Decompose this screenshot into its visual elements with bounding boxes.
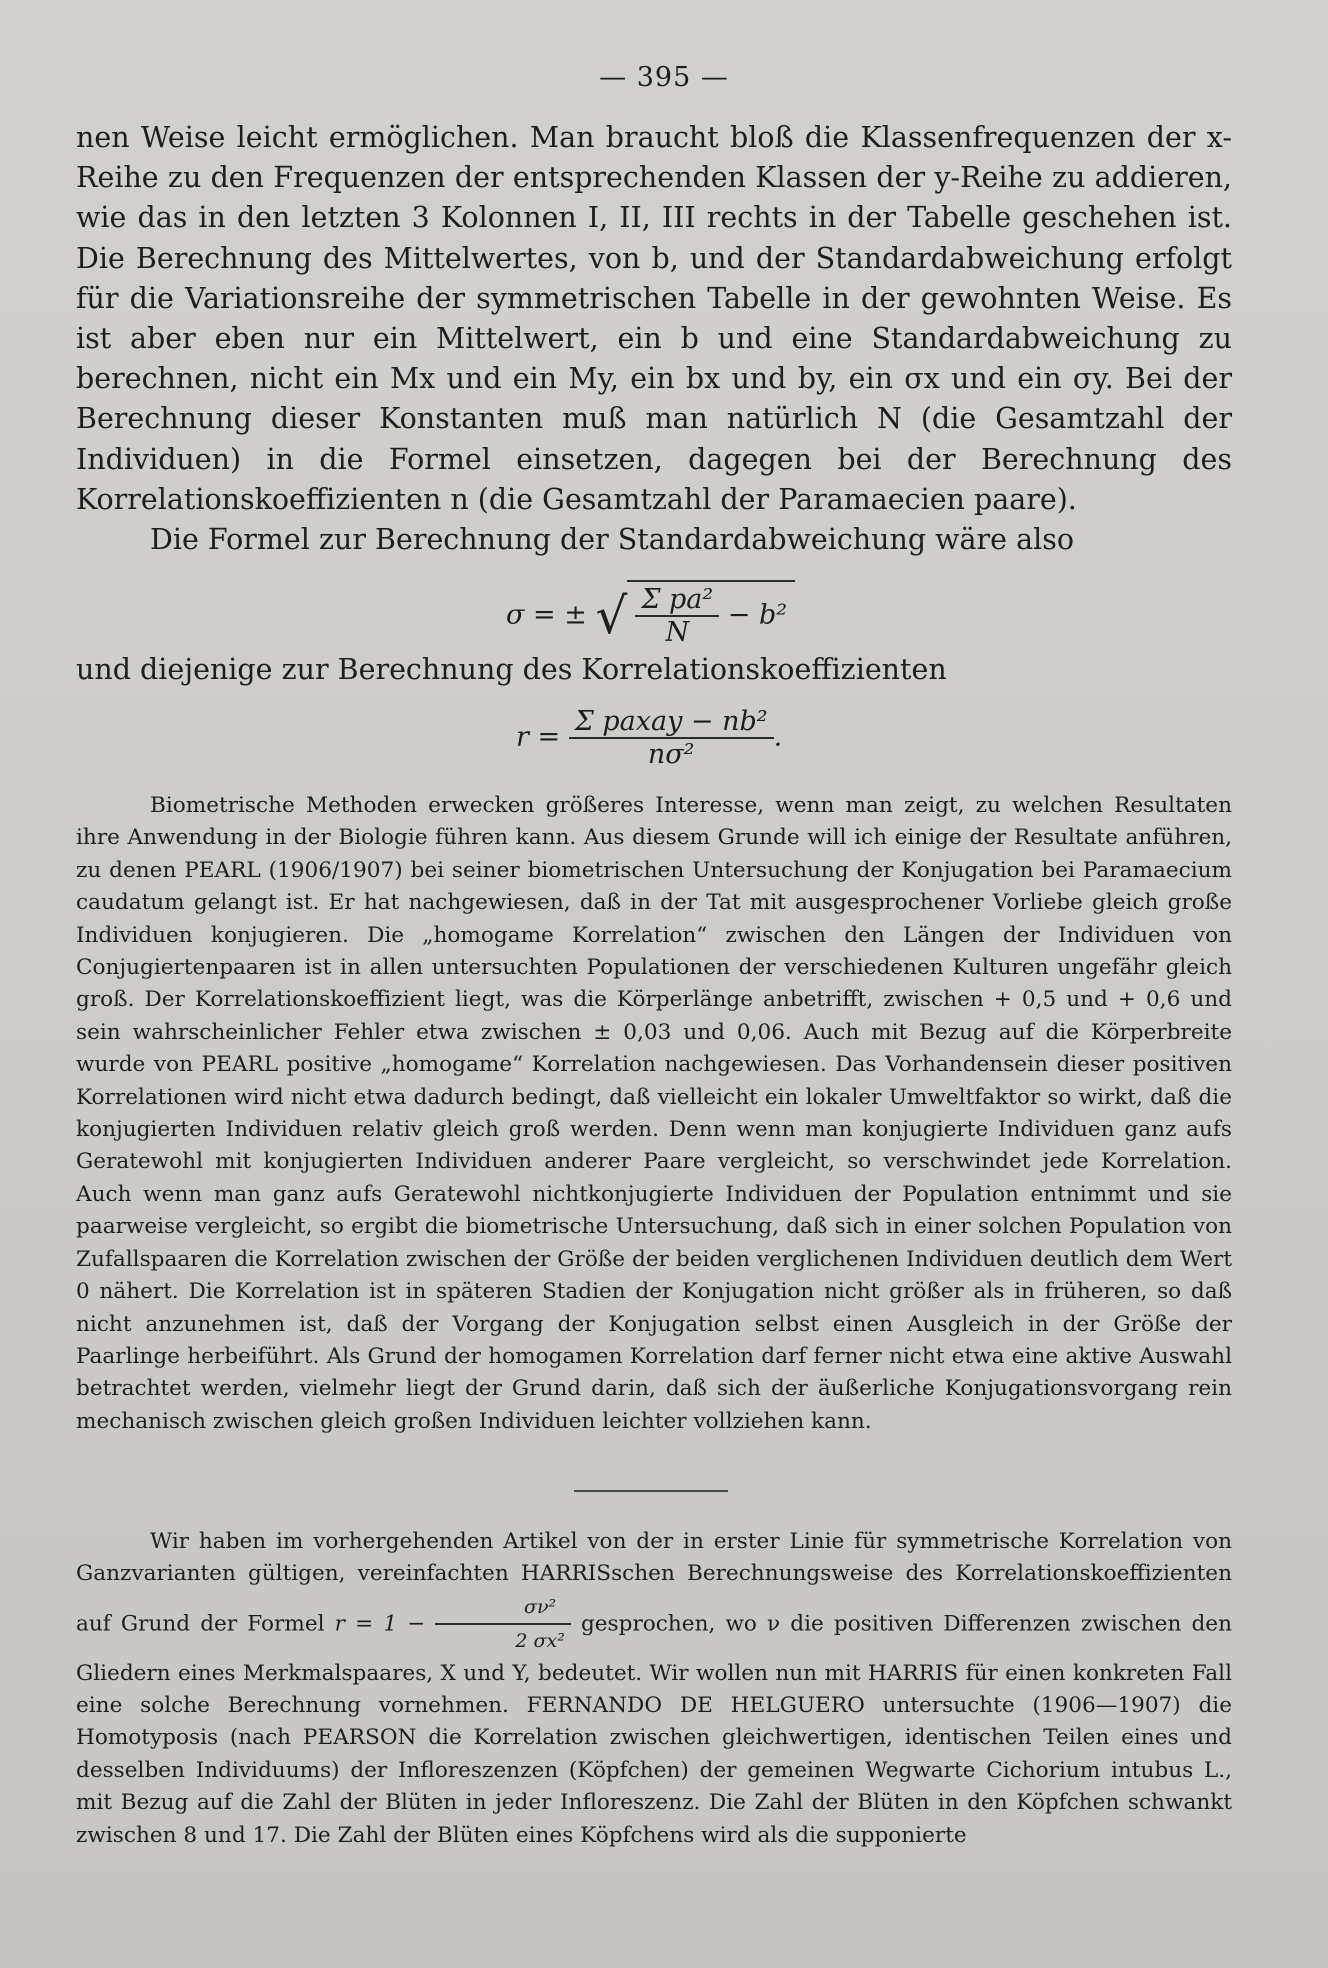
page-number: — 395 — (599, 62, 729, 93)
formula-correlation (516, 706, 782, 770)
formula-1-tail: − b² (727, 599, 788, 631)
section-divider (574, 1490, 728, 1492)
formula-3-lhs-visible: r = 1 − (334, 1611, 436, 1637)
formula-1-denominator: N (635, 615, 719, 648)
paragraph-1-text: nen Weise leicht ermöglichen. Man braucht bloß die Klassenfrequenzen der x-Reihe zu den Frequenzen der entsprechenden Klassen der y-Reihe zu addieren, wie das in den letzten 3 Kolonnen I, II, III rechts in der Tabelle geschehen ist. Die Berechnung des Mittelwertes, von b, und der Standardabweichung erfolgt für die Variationsreihe der symmetrischen Tabelle in der gewohnten Weise. Es ist aber eben nur ein Mittelwert, ein b und eine Standardabweichung zu berechnen, nicht ein Mx und ein My, ein bx und by, ein σx und ein σy. Bei der Berechnung dieser Konstanten muß man natürlich N (die Gesamtzahl der Individuen) in die Formel einsetzen, dagegen bei der Berechnung des Korrelationskoeffizienten n (die Gesamtzahl der Paramaecien paare). (76, 121, 1232, 516)
formula-3-numerator: σν² (524, 1595, 557, 1618)
paragraph-5-text-a: Wir haben im vorhergehenden Artikel von der in erster Linie für symmetrische Korrelation von Ganzvarianten gültigen, vereinfachten HARRISschen Berechnungsweise des Korrelationskoeffizienten auf Grund der Formel (76, 1529, 1232, 1637)
paragraph-3-text: und diejenige zur Berechnung des Korrelationskoeffizienten (76, 653, 947, 686)
paragraph-2-text: Die Formel zur Berechnung der Standardabweichung wäre also (150, 523, 1074, 557)
formula-1-lhs: σ = ± (506, 599, 587, 631)
formula-2-numerator: Σ paxay − nb² (574, 706, 768, 737)
formula-2-tail: . (773, 721, 783, 753)
formula-2-lhs: r = (516, 721, 561, 753)
paragraph-1 (76, 118, 1232, 560)
formula-3-denominator: 2 σx² (435, 1623, 570, 1657)
paragraph-3 (76, 650, 1232, 690)
paragraph-4 (76, 790, 1232, 1438)
paragraph-5 (76, 1526, 1232, 1852)
paragraph-5-text-b: gesprochen, wo ν die positiven Differenzen zwischen den Gliedern eines Merkmalspaares, X und Y, bedeutet. Wir wollen nun mit HARRIS für einen konkreten Fall eine solche Berechnung vornehmen. FERNANDO DE HELGUERO untersuchte (1906—1907) die Homotyposis (nach PEARSON die Korrelation zwischen gleichwertigen, identischen Teilen eines und desselben Individuums) der Infloreszenzen (Köpfchen) der gemeinen Wegwarte Cichorium intubus L., mit Bezug auf die Zahl der Blüten in jeder Infloreszenz. Die Zahl der Blüten in den Köpfchen schwankt zwischen 8 und 17. Die Zahl der Blüten eines Köpfchens wird als die supponierte (76, 1611, 1232, 1848)
formula-1-numerator: Σ pa² (641, 584, 714, 615)
paragraph-4-text: Biometrische Methoden erwecken größeres Interesse, wenn man zeigt, zu welchen Resultaten ihre Anwendung in der Biologie führen kann. Aus diesem Grunde will ich einige der Resultate anführen, zu denen PEARL (1906/1907) bei seiner biometrischen Untersuchung der Konjugation bei Paramaecium caudatum gelangt ist. Er hat nachgewiesen, daß in der Tat mit ausgesprochener Vorliebe gleich große Individuen konjugieren. Die „homogame Korrelation“ zwischen den Längen der Individuen von Conjugiertenpaaren ist in allen untersuchten Populationen der verschiedenen Kulturen ungefähr gleich groß. Der Korrelationskoeffizient liegt, was die Körperlänge anbetrifft, zwischen + 0,5 und + 0,6 und sein wahrscheinlicher Fehler etwa zwischen ± 0,03 und 0,06. Auch mit Bezug auf die Körperbreite wurde von PEARL positive „homogame“ Korrelation nachgewiesen. Das Vorhandensein dieser positiven Korrelationen wird nicht etwa dadurch bedingt, daß vielleicht ein lokaler Umweltfaktor so wirkt, daß die konjugierten Individuen relativ gleich groß werden. Denn wenn man konjugierte Individuen ganz aufs Geratewohl mit konjugierten Individuen anderer Paare vergleicht, so verschwindet jede Korrelation. Auch wenn man ganz aufs Geratewohl nichtkonjugierte Individuen der Population entnimmt und sie paarweise vergleicht, so ergibt die biometrische Untersuchung, daß sich in einer solchen Population von Zufallspaaren die Korrelation zwischen der Größe der beiden verglichenen Individuen deutlich dem Wert 0 nähert. Die Korrelation ist in späteren Stadien der Konjugation nicht größer als in früheren, so daß nicht anzunehmen ist, daß der Vorgang der Konjugation selbst einen Ausgleich in der Größe der Paarlinge herbeiführt. Als Grund der homogamen Korrelation darf ferner nicht etwa eine aktive Auswahl betrachtet werden, vielmehr liegt der Grund darin, daß sich der äußerliche Konjugationsvorgang rein mechanisch zwischen gleich großen Individuen leichter vollziehen kann. (76, 793, 1232, 1434)
formula-harris (435, 1591, 570, 1658)
formula-2-denominator: nσ² (569, 737, 774, 770)
formula-standard-deviation: σ = ± √ $\frac{\text{Σ pa²}}{N}$ − b² (506, 580, 795, 648)
